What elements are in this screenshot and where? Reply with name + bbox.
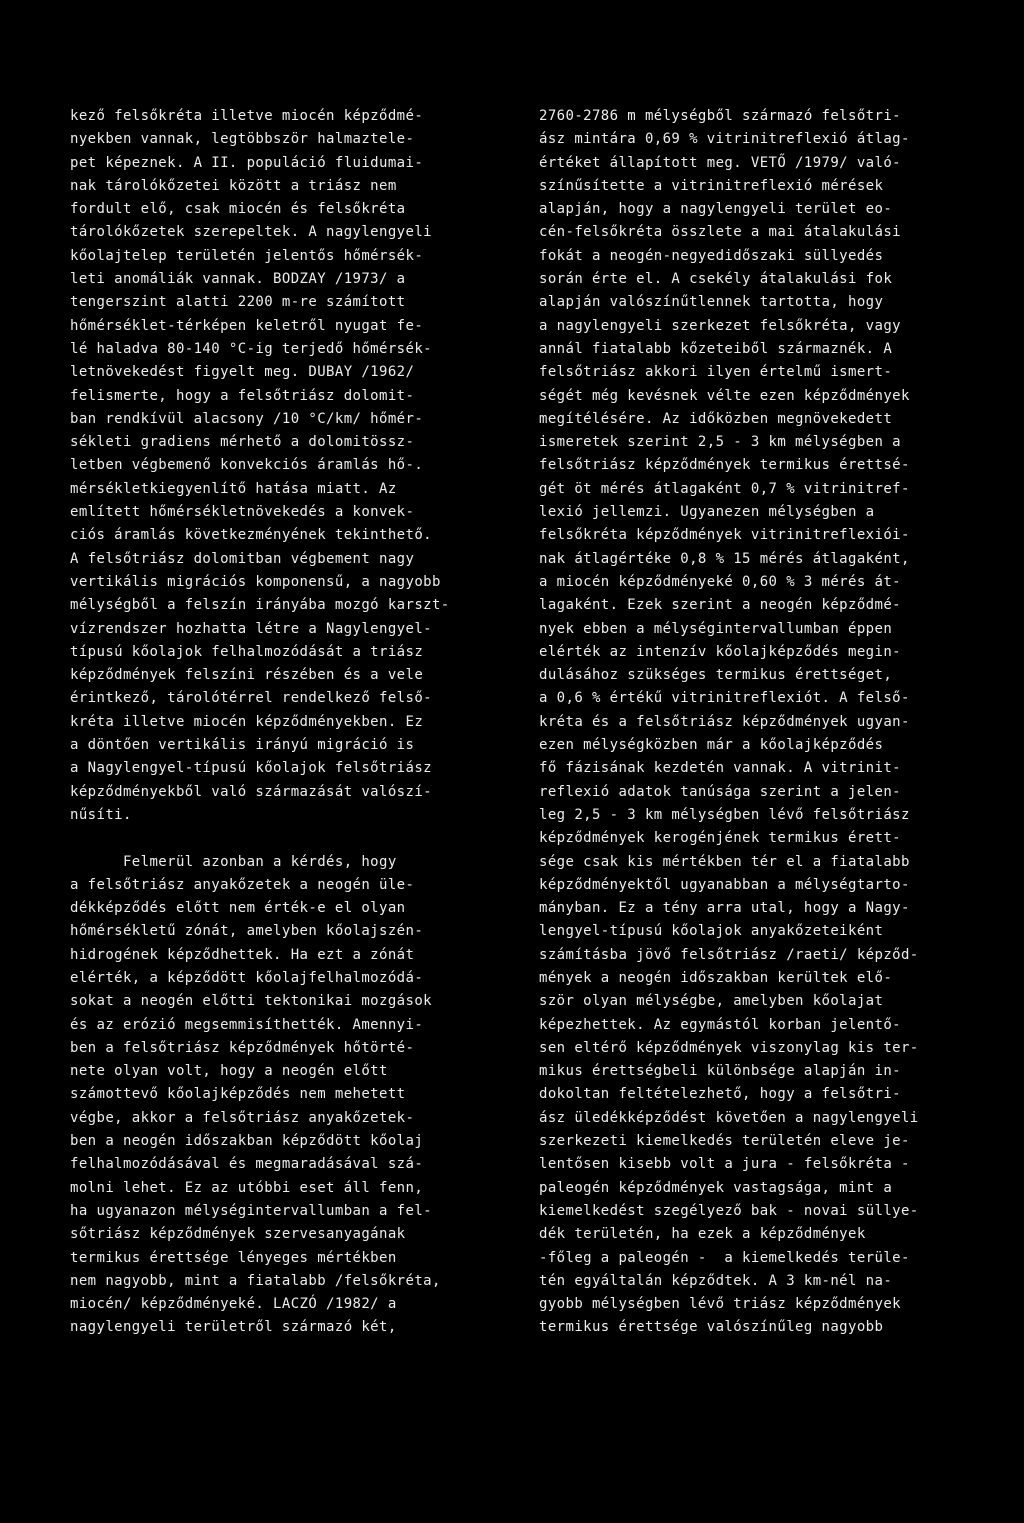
text-line: nűsíti. — [70, 806, 132, 823]
text-line: dulásához szükséges termikus érettséget, — [539, 667, 893, 684]
text-line: a nagylengyeli szerkezet felsőkréta, vagy — [539, 317, 901, 334]
text-line: sékleti gradiens mérhető a dolomitössz- — [70, 434, 415, 451]
text-line: mények a neogén időszakban kerültek elő- — [539, 969, 893, 986]
text-line: vertikális migrációs komponensű, a nagyobb — [70, 573, 441, 590]
text-line: hőmérsékletű zónát, amelyben kőolajszén- — [70, 923, 424, 940]
text-line: képződményektől ugyanabban a mélységtarto- — [539, 876, 910, 893]
left-column — [70, 105, 510, 1340]
text-line: sen eltérő képződmények viszonylag kis ter- — [539, 1039, 919, 1056]
text-line: leg 2,5 - 3 km mélységben lévő felsőtriász — [539, 806, 910, 823]
text-line: termikus érettsége lényeges mértékben — [70, 1249, 397, 1266]
text-line: pet képeznek. A II. populáció fluidumai- — [70, 154, 424, 171]
text-line: nyek ebben a mélységintervallumban éppen — [539, 620, 893, 637]
text-line: nak tárolókőzetei között a triász nem — [70, 177, 397, 194]
text-line: kező felsőkréta illetve miocén képződmé- — [70, 108, 424, 124]
text-line: tén egyáltalán képződtek. A 3 km-nél na- — [539, 1272, 893, 1289]
text-line: nagylengyeli területről származó két, — [70, 1319, 397, 1336]
text-line: Felmerül azonban a kérdés, hogy — [70, 853, 397, 870]
text-line: felismerte, hogy a felsőtriász dolomit- — [70, 387, 415, 404]
text-line: képződményekből való származását valószí- — [70, 783, 432, 800]
text-line: nete olyan volt, hogy a neogén előtt — [70, 1063, 388, 1080]
text-line: leti anomáliák vannak. BODZAY /1973/ a — [70, 271, 406, 288]
right-paragraph — [539, 105, 979, 1340]
text-line: kréta illetve miocén képződményekben. Ez — [70, 713, 424, 730]
text-line: elérték, a képződött kőolajfelhalmozódá- — [70, 969, 424, 986]
text-line: tárolókőzetek szerepeltek. A nagylengyeli — [70, 224, 432, 241]
text-line: dokoltan feltételezhető, hogy a felsőtri- — [539, 1086, 901, 1103]
text-line: mérsékletkiegyenlítő hatása miatt. Az — [70, 480, 397, 497]
text-line: mélységből a felszín irányába mozgó karszt- — [70, 597, 450, 614]
text-line: felhalmozódásával és megmaradásával szá- — [70, 1156, 424, 1173]
text-line: során érte el. A csekély átalakulási fok — [539, 271, 893, 288]
text-line: színűsítette a vitrinitreflexió mérések — [539, 177, 884, 194]
text-line: típusú kőolajok felhalmozódását a triász — [70, 643, 424, 660]
text-line: letben végbemenő konvekciós áramlás hő-. — [70, 457, 424, 474]
text-line: végbe, akkor a felsőtriász anyakőzetek- — [70, 1109, 415, 1126]
text-line: annál fiatalabb kőzeteiből származnék. A — [539, 340, 893, 357]
text-line: számításba jövő felsőtriász /raeti/ képződ- — [539, 946, 919, 963]
text-line: kréta és a felsőtriász képződmények ugyan- — [539, 713, 910, 730]
right-column — [539, 105, 979, 1340]
text-line: gét öt mérés átlagaként 0,7 % vitrinitref- — [539, 480, 910, 497]
text-line: alapján, hogy a nagylengyeli terület eo- — [539, 201, 893, 218]
left-paragraph-2 — [70, 851, 510, 1340]
text-line: fő fázisának kezdetén vannak. A vitrinit- — [539, 760, 901, 777]
text-line: ben a felsőtriász képződmények hőtörté- — [70, 1039, 415, 1056]
text-line: hőmérséklet-térképen keletről nyugat fe- — [70, 317, 424, 334]
text-line: képződmények kerogénjének termikus érett- — [539, 830, 901, 847]
text-line: fordult elő, csak miocén és felsőkréta — [70, 201, 406, 218]
text-line: reflexió adatok tanúsága szerint a jelen- — [539, 783, 901, 800]
text-line: lagaként. Ezek szerint a neogén képződmé- — [539, 597, 901, 614]
text-line: a miocén képződményeké 0,60 % 3 mérés át- — [539, 573, 901, 590]
text-line: sőtriász képződmények szervesanyagának — [70, 1226, 406, 1243]
text-line: mányban. Ez a tény arra utal, hogy a Nagy- — [539, 900, 910, 917]
text-line: lengyel-típusú kőolajok anyakőzeteiként — [539, 923, 884, 940]
text-line: fokát a neogén-negyedidőszaki süllyedés — [539, 247, 884, 264]
text-line: dékképződés előtt nem érték-e el olyan — [70, 900, 406, 917]
text-line: lentősen kisebb volt a jura - felsőkréta - — [539, 1156, 910, 1173]
text-line: nem nagyobb, mint a fiatalabb /felsőkréta, — [70, 1272, 441, 1289]
text-line: molni lehet. Ez az utóbbi eset áll fenn, — [70, 1179, 424, 1196]
text-line: sokat a neogén előtti tektonikai mozgások — [70, 993, 432, 1010]
paragraph-gap — [70, 827, 510, 850]
text-line: értéket állapított meg. VETŐ /1979/ való- — [539, 154, 901, 171]
text-line: ász üledékképződést követően a nagylengyeli — [539, 1109, 919, 1126]
text-line: és az erózió megsemmisíthették. Amennyi- — [70, 1016, 424, 1033]
text-line: ismeretek szerint 2,5 - 3 km mélységben a — [539, 434, 901, 451]
text-line: tengerszint alatti 2200 m-re számított — [70, 294, 406, 311]
text-line: ezen mélységközben már a kőolajképződés — [539, 737, 884, 754]
text-line: felsőtriász képződmények termikus érettsé- — [539, 457, 910, 474]
text-line: dék területén, ha ezek a képződmények — [539, 1226, 866, 1243]
text-line: érintkező, tárolótérrel rendelkező felső- — [70, 690, 432, 707]
text-line: letnövekedést figyelt meg. DUBAY /1962/ — [70, 364, 415, 381]
text-line: miocén/ képződményeké. LACZÓ /1982/ a — [70, 1296, 397, 1313]
text-line: ben a neogén időszakban képződött kőolaj — [70, 1133, 424, 1150]
text-line: említett hőmérsékletnövekedés a konvek- — [70, 504, 415, 521]
text-line: szerkezeti kiemelkedés területén eleve je- — [539, 1133, 910, 1150]
text-line: lé haladva 80-140 °C-ig terjedő hőmérsék- — [70, 340, 432, 357]
text-line: számottevő kőolajképződés nem mehetett — [70, 1086, 406, 1103]
text-line: 2760-2786 m mélységből származó felsőtri- — [539, 108, 901, 124]
text-line: termikus érettsége valószínűleg nagyobb — [539, 1319, 884, 1336]
text-line: ciós áramlás következményének tekinthető. — [70, 527, 432, 544]
text-line: képezhettek. Az egymástól korban jelentő- — [539, 1016, 901, 1033]
text-line: alapján valószínűtlennek tartotta, hogy — [539, 294, 884, 311]
text-line: paleogén képződmények vastagsága, mint a — [539, 1179, 893, 1196]
text-line: cén-felsőkréta összlete a mai átalakulási — [539, 224, 901, 241]
text-line: lexió jellemzi. Ugyanezen mélységben a — [539, 504, 875, 521]
text-line: ször olyan mélységbe, amelyben kőolajat — [539, 993, 884, 1010]
text-line: felsőkréta képződmények vitrinitreflexiói- — [539, 527, 910, 544]
text-line: gyobb mélységben lévő triász képződmények — [539, 1296, 901, 1313]
text-line: a döntően vertikális irányú migráció is — [70, 737, 415, 754]
text-line: sége csak kis mértékben tér el a fiatalabb — [539, 853, 910, 870]
text-line: A felsőtriász dolomitban végbement nagy — [70, 550, 415, 567]
text-line: nak átlagértéke 0,8 % 15 mérés átlagaként, — [539, 550, 910, 567]
text-line: a felsőtriász anyakőzetek a neogén üle- — [70, 876, 415, 893]
text-line: kiemelkedést szegélyező bak - novai süllye- — [539, 1202, 919, 1219]
text-line: megítélésére. Az időközben megnövekedett — [539, 410, 893, 427]
text-line: ász mintára 0,69 % vitrinitreflexió átlag- — [539, 131, 910, 148]
text-line: ha ugyanazon mélységintervallumban a fel- — [70, 1202, 432, 1219]
text-line: felsőtriász akkori ilyen értelmű ismert- — [539, 364, 893, 381]
text-line: vízrendszer hozhatta létre a Nagylengyel- — [70, 620, 432, 637]
left-paragraph-1 — [70, 105, 510, 827]
text-line: ban rendkívül alacsony /10 °C/km/ hőmér- — [70, 410, 424, 427]
text-line: a Nagylengyel-típusú kőolajok felsőtriász — [70, 760, 432, 777]
text-line: a 0,6 % értékű vitrinitreflexiót. A felső- — [539, 690, 910, 707]
text-line: nyekben vannak, legtöbbször halmaztele- — [70, 131, 415, 148]
text-line: ségét még kevésnek vélte ezen képződmények — [539, 387, 910, 404]
text-line: hidrogének képződhettek. Ha ezt a zónát — [70, 946, 415, 963]
text-line: elérték az intenzív kőolajképződés megin- — [539, 643, 901, 660]
text-line: -főleg a paleogén - a kiemelkedés terüle- — [539, 1249, 910, 1266]
text-line: képződmények felszíni részében és a vele — [70, 667, 424, 684]
text-line: mikus érettségbeli különbsége alapján in- — [539, 1063, 901, 1080]
text-line: kőolajtelep területén jelentős hőmérsék- — [70, 247, 424, 264]
